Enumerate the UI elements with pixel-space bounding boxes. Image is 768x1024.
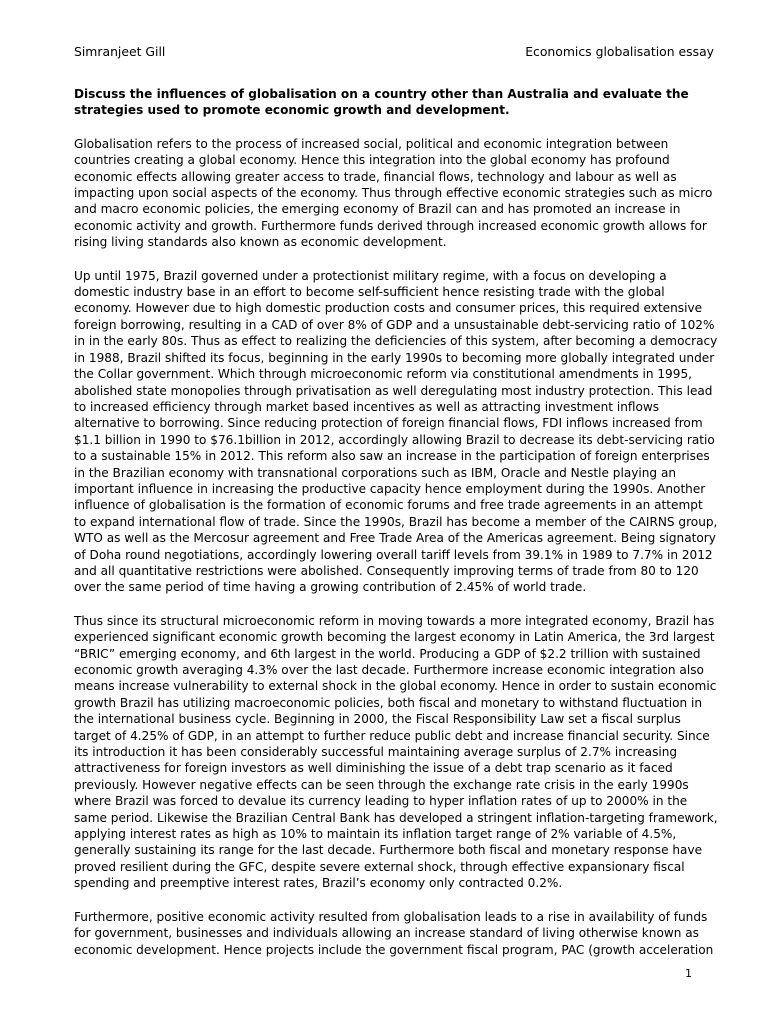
paragraph-development: Furthermore, positive economic activity resulted from globalisation leads to a rise in availability of funds for government, businesses and individuals allowing an increase standard of living otherwise known as economic development. Hence projects include the government fiscal program, PAC (growth acceleration — [74, 909, 714, 957]
paragraph-growth-strategies: Thus since its structural microeconomic reform in moving towards a more integrated economy, Brazil has experienced significant economic growth becoming the largest economy in Latin America, the 3rd largest “BRIC” emerging economy, and 6th largest in the world. Producing a GDP of $2.2 trillion with sustained economic growth averaging 4.3% over the last decade. Furthermore increase economic integration also means increase vulnerability to external shock in the global economy. Hence in order to sustain economic growth Brazil has utilizing macroeconomic policies, both fiscal and monetary to withstand fluctuation in the international business cycle. Beginning in 2000, the Fiscal Responsibility Law set a fiscal surplus target of 4.25% of GDP, in an attempt to further reduce public debt and increase financial security. Since its introduction it has been considerably successful maintaining average surplus of 2.7% increasing attractiveness for foreign investors as well diminishing the issue of a debt trap scenario as it faced previously. However negative effects can be seen through the exchange rate crisis in the early 1990s where Brazil was forced to devalue its currency leading to hyper inflation rates of up to 2000% in the same period. Likewise the Brazilian Central Bank has developed a stringent inflation-targeting framework, applying interest rates as high as 10% to maintain its inflation target range of 2% variable of 4.5%, generally sustaining its range for the last decade. Furthermore both fiscal and monetary response have proved resilient during the GFC, despite severe external shock, through effective expansionary fiscal spending and preemptive interest rates, Brazil’s economy only contracted 0.2%. — [74, 613, 718, 891]
essay-body — [74, 86, 718, 975]
paragraph-introduction: Globalisation refers to the process of increased social, political and economic integration between countries creating a global economy. Hence this integration into the global economy has profound economic effects allowing greater access to trade, financial flows, technology and labour as well as impacting upon social aspects of the economy. Thus through effective economic strategies such as micro and macro economic policies, the emerging economy of Brazil can and has promoted an increase in economic activity and growth. Furthermore funds derived through increased economic growth allows for rising living standards also known as economic development. — [74, 136, 713, 250]
document-title: Economics globalisation essay — [525, 44, 714, 59]
paragraph-influences: Up until 1975, Brazil governed under a protectionist military regime, with a focus on developing a domestic industry base in an effort to become self-sufficient hence resisting trade with the global economy. However due to high domestic production costs and consumer prices, this required extensive foreign borrowing, resulting in a CAD of over 8% of GDP and a unsustainable debt-servicing ratio of 102% in in the early 80s. Thus as effect to realizing the deficiencies of this system, after becoming a democracy in 1988, Brazil shifted its focus, beginning in the early 1990s to becoming more globally integrated under the Collar government. Which through microeconomic reform via constitutional amendments in 1995, abolished state monopolies through privatisation as well deregulating most industry protection. This lead to increased efficiency through market based incentives as well as attracting investment inflows alternative to borrowing. Since reducing protection of foreign financial flows, FDI inflows increased from $1.1 billion in 1990 to $76.1billion in 2012, accordingly allowing Brazil to decrease its debt-servicing ratio to a sustainable 15% in 2012. This reform also saw an increase in the participation of foreign enterprises in the Brazilian economy with transnational corporations such as IBM, Oracle and Nestle playing an important influence in increasing the productive capacity hence employment during the 1990s. Another influence of globalisation is the formation of economic forums and free trade agreements in an attempt to expand international flow of trade. Since the 1990s, Brazil has become a member of the CAIRNS group, WTO as well as the Mercosur agreement and Free Trade Area of the Americas agreement. Being signatory of Doha round negotiations, accordingly lowering overall tariff levels from 39.1% in 1989 to 7.7% in 2012 and all quantitative restrictions were abolished. Consequently improving terms of trade from 80 to 120 over the same period of time having a growing contribution of 2.45% of world trade. — [74, 268, 718, 595]
essay-question: Discuss the influences of globalisation on a country other than Australia and evaluate the strategies used to promote economic growth and development. — [74, 87, 689, 118]
page-header — [74, 44, 714, 60]
author-name: Simranjeet Gill — [74, 44, 166, 59]
page-number: 1 — [685, 967, 692, 980]
